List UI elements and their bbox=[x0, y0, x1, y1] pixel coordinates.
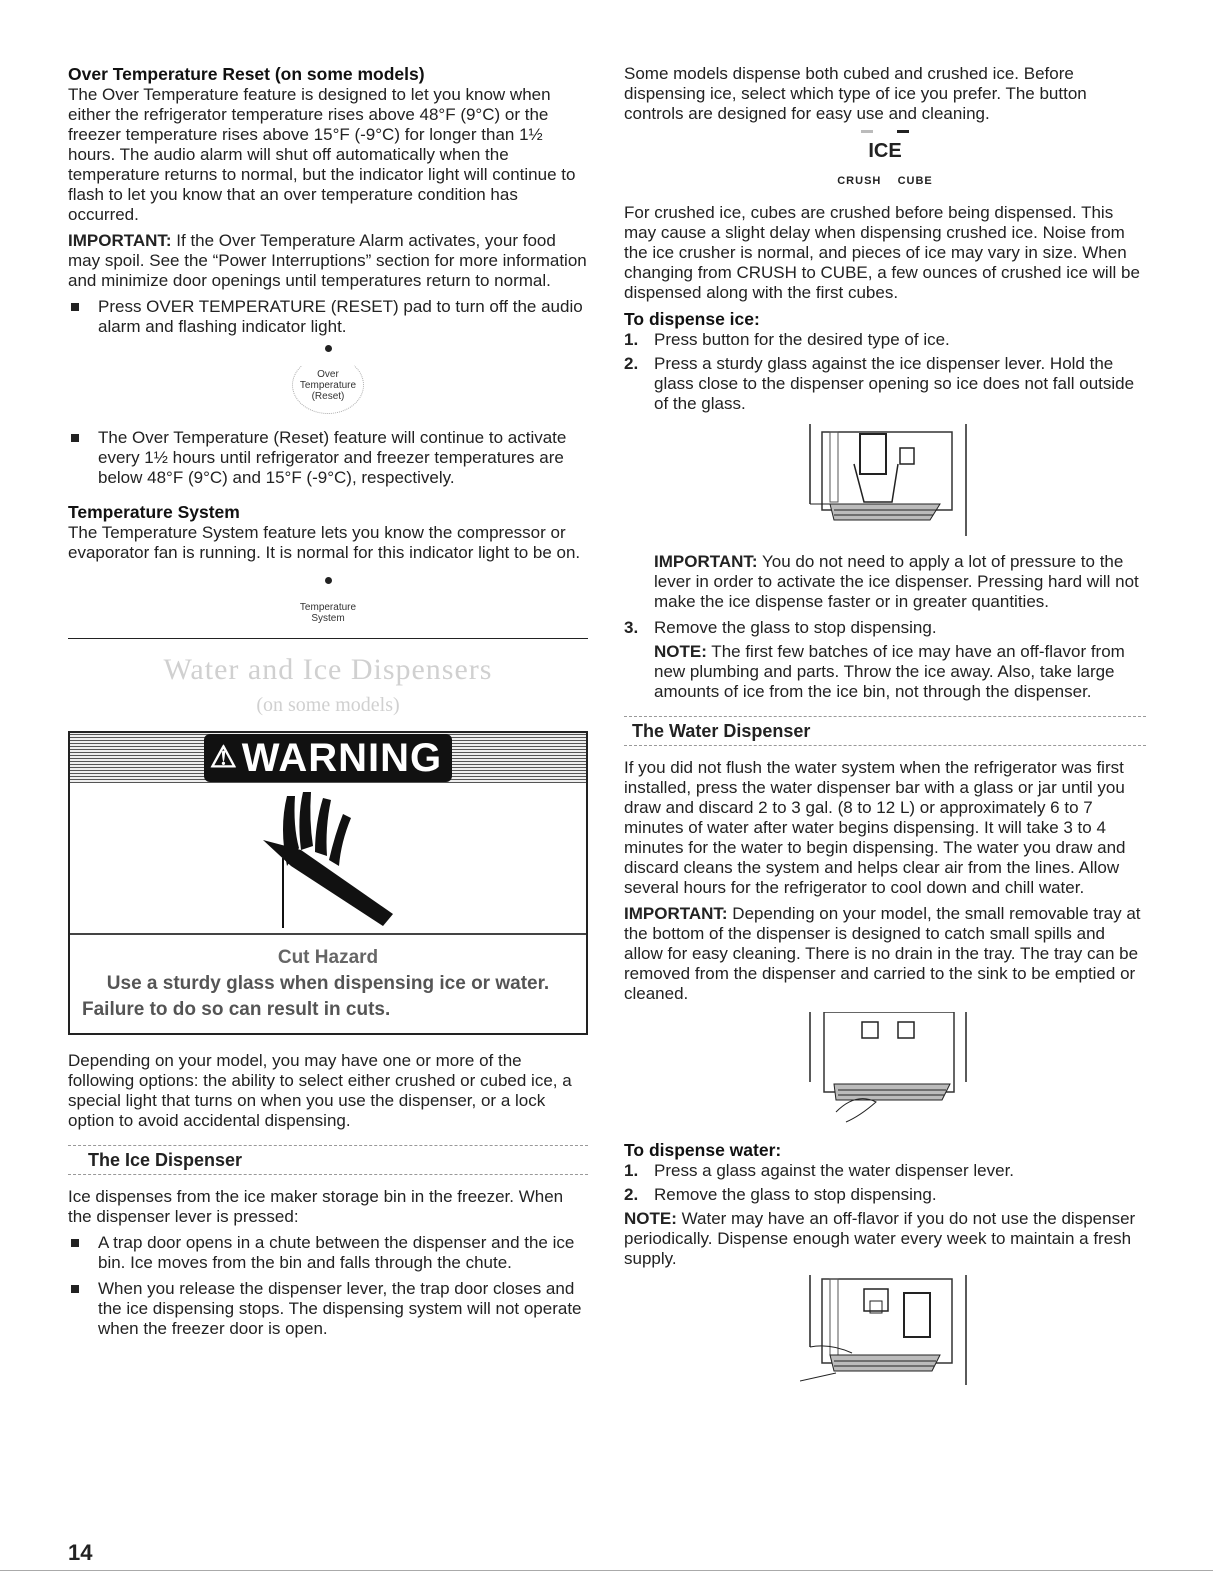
step-text: Remove the glass to stop dispensing. bbox=[654, 1185, 937, 1204]
cut-hazard-title: Cut Hazard bbox=[277, 947, 379, 968]
ice-dispenser-heading: The Ice Dispenser bbox=[88, 1150, 243, 1170]
bullet-square-icon bbox=[71, 1285, 79, 1293]
models-paragraph: Some models dispense both cubed and crushed ice. Before dispensing ice, select which type of ice you prefer. The button controls are designed for easy use and cleaning. bbox=[624, 64, 1087, 123]
important-label: IMPORTANT: bbox=[68, 231, 172, 250]
over-temperature-reset-pad[interactable] bbox=[68, 345, 588, 414]
cube-button[interactable]: CUBE bbox=[897, 175, 933, 187]
bullet-text: The Over Temperature (Reset) feature will continue to activate every 1½ hours until refrigerator and freezer temperatures are below 48°F (9°C) and 15°F (-9°C), respectively. bbox=[98, 428, 567, 487]
dashed-divider bbox=[68, 1174, 588, 1175]
water-step-2 bbox=[624, 1185, 1146, 1205]
note-label: NOTE: bbox=[624, 1209, 677, 1228]
bullet-text: Press OVER TEMPERATURE (RESET) pad to turn off the audio alarm and flashing indicator light. bbox=[98, 297, 583, 336]
over-temp-paragraph: The Over Temperature feature is designed to let you know when either the refrigerator temperature rises above 48°F (9°C) or the freezer temperature rises above 15°F (-9°C) for longer than 1½ hours. The audio alarm will shut off automatically when the temperature returns to normal, but the indicator light will continue to flash to let you know that an over temperature condition has occurred. bbox=[68, 85, 576, 224]
step-number: 2. bbox=[624, 1185, 639, 1204]
important-label: IMPORTANT: bbox=[624, 904, 728, 923]
ice-indicator-lights bbox=[861, 130, 909, 133]
step-text: Press button for the desired type of ice. bbox=[654, 330, 950, 349]
warning-line-1: Use a sturdy glass when dispensing ice or water. bbox=[106, 973, 550, 994]
note-water-paragraph bbox=[624, 1209, 1146, 1269]
ice-buttons bbox=[837, 171, 933, 191]
indicator-light-icon bbox=[325, 577, 332, 584]
options-paragraph: Depending on your model, you may have one or more of the following options: the ability to select either crushed or cubed ice, a special light that turns on when you use the dispenser, or a lock option to avoid accidental dispensing. bbox=[68, 1051, 572, 1130]
water-flush-paragraph: If you did not flush the water system when the refrigerator was first installed, press the water dispenser bar with a glass or jar until you draw and discard 2 to 3 gal. (8 to 12 L) or approximately 6 to 7 minutes of water after water begins dispensing. It will take 3 to 4 minutes for the water to begin dispensing. The water you draw and discard cleans the system and helps clear air from the lines. Allow several hours for the refrigerator to cool down and chill water. bbox=[624, 758, 1126, 897]
over-temp-heading: Over Temperature Reset (on some models) bbox=[68, 64, 425, 84]
temperature-system-paragraph: The Temperature System feature lets you know the compressor or evaporator fan is running. It is normal for this indicator light to be on. bbox=[68, 523, 581, 562]
indicator-light-icon bbox=[325, 345, 332, 352]
step-number: 1. bbox=[624, 330, 639, 349]
temperature-system-heading: Temperature System bbox=[68, 502, 240, 522]
important-text: If the Over Temperature Alarm activates, your food may spoil. See the “Power Interruptions” section for more information and minimize door openings until temperatures return to normal. bbox=[68, 231, 587, 290]
warning-header bbox=[70, 733, 586, 783]
cube-indicator-icon bbox=[897, 130, 909, 133]
dashed-divider bbox=[624, 716, 1146, 717]
warning-line-2: Failure to do so can result in cuts. bbox=[82, 999, 391, 1020]
water-step-1 bbox=[624, 1161, 1146, 1181]
note-label: NOTE: bbox=[654, 642, 707, 661]
crush-button[interactable]: CRUSH bbox=[837, 175, 882, 187]
water-dispenser-heading: The Water Dispenser bbox=[632, 721, 811, 741]
bullet-text: When you release the dispenser lever, the trap door closes and the ice dispensing stops. The dispensing system will not operate when the freezer door is open. bbox=[98, 1279, 582, 1338]
temperature-system-indicator bbox=[68, 577, 588, 624]
water-dispenser-illustration bbox=[624, 1275, 1146, 1385]
note-ice-paragraph bbox=[624, 642, 1146, 702]
ice-dispenser-illustration bbox=[624, 424, 1146, 536]
bullet-square-icon bbox=[71, 303, 79, 311]
crush-indicator-icon bbox=[861, 130, 873, 133]
bullet-press-reset bbox=[68, 297, 588, 337]
important-text: You do not need to apply a lot of pressure to the lever in order to activate the ice dispenser. Pressing hard will not make the ice dispense faster or in greater quantities. bbox=[654, 552, 1139, 611]
footer-rule bbox=[0, 1570, 1213, 1571]
important-paragraph bbox=[68, 231, 588, 291]
note-text: Water may have an off-flavor if you do not use the dispenser periodically. Dispense enough water every week to maintain a fresh supply. bbox=[624, 1209, 1136, 1268]
right-column bbox=[624, 64, 1146, 1401]
section-subtitle: (on some models) bbox=[256, 694, 400, 716]
reset-pad-outline bbox=[292, 356, 364, 414]
important-water-paragraph bbox=[624, 904, 1146, 1004]
note-text: The first few batches of ice may have an off-flavor from new plumbing and parts. Throw the ice away. Also, take large amounts of ice from the ice bin, not through the dispenser. bbox=[654, 642, 1125, 701]
ice-dispenser-paragraph: Ice dispenses from the ice maker storage bin in the freezer. When the dispenser lever is pressed: bbox=[68, 1187, 564, 1226]
step-number: 3. bbox=[624, 618, 639, 637]
water-tray-illustration bbox=[624, 1012, 1146, 1130]
warning-box bbox=[68, 731, 588, 1035]
ts-label-temperature: Temperature bbox=[299, 602, 357, 613]
left-column bbox=[68, 64, 588, 1345]
page-number: 14 bbox=[68, 1540, 93, 1565]
bullet-square-icon bbox=[71, 434, 79, 442]
dashed-divider bbox=[624, 745, 1146, 746]
warning-text bbox=[70, 935, 586, 1033]
warning-word: WARNING bbox=[241, 736, 443, 780]
ot-label-temperature: Temperature bbox=[299, 379, 357, 391]
bullet-release-lever bbox=[68, 1279, 588, 1339]
dispense-ice-heading: To dispense ice: bbox=[624, 309, 760, 329]
ice-step-2 bbox=[624, 354, 1146, 414]
dashed-divider bbox=[68, 1145, 588, 1146]
ot-label-over: Over bbox=[317, 368, 339, 380]
step-number: 2. bbox=[624, 354, 639, 373]
ice-step-1 bbox=[624, 330, 1146, 350]
step-text: Remove the glass to stop dispensing. bbox=[654, 618, 937, 637]
ot-label-reset: (Reset) bbox=[311, 390, 345, 402]
section-title: Water and Ice Dispensers bbox=[163, 653, 493, 686]
bullet-square-icon bbox=[71, 1239, 79, 1247]
ice-button-panel bbox=[624, 130, 1146, 191]
dispense-water-heading: To dispense water: bbox=[624, 1140, 782, 1160]
ice-step-3 bbox=[624, 618, 1146, 638]
important-ice-paragraph bbox=[624, 552, 1146, 612]
step-number: 1. bbox=[624, 1161, 639, 1180]
bullet-continue-activate bbox=[68, 428, 588, 488]
step-text: Press a sturdy glass against the ice dispenser lever. Hold the glass close to the dispenser opening so ice does not fall outside of the glass. bbox=[654, 354, 1135, 413]
bullet-trap-door bbox=[68, 1233, 588, 1273]
important-label: IMPORTANT: bbox=[654, 552, 758, 571]
important-text: Depending on your model, the small removable tray at the bottom of the dispenser is designed to catch small spills and allow for easy cleaning. There is no drain in the tray. The tray can be removed from the dispenser and carried to the sink to be emptied or cleaned. bbox=[624, 904, 1141, 1003]
crushed-paragraph: For crushed ice, cubes are crushed before being dispensed. This may cause a slight delay when dispensing crushed ice. Noise from the ice crusher is normal, and pieces of ice may vary in size. When changing from CRUSH to CUBE, a few ounces of crushed ice will be dispensed along with the first cubes. bbox=[624, 203, 1140, 302]
warning-label bbox=[204, 734, 452, 782]
ice-label: ICE bbox=[868, 140, 902, 162]
section-divider bbox=[68, 638, 588, 639]
warning-triangle-icon: ⚠ bbox=[209, 741, 238, 774]
ts-label-system: System bbox=[311, 613, 345, 624]
step-text: Press a glass against the water dispenser lever. bbox=[654, 1161, 1015, 1180]
cut-hazard-hand-icon bbox=[70, 783, 586, 935]
bullet-text: A trap door opens in a chute between the dispenser and the ice bin. Ice moves from the bin and falls through the chute. bbox=[98, 1233, 575, 1272]
